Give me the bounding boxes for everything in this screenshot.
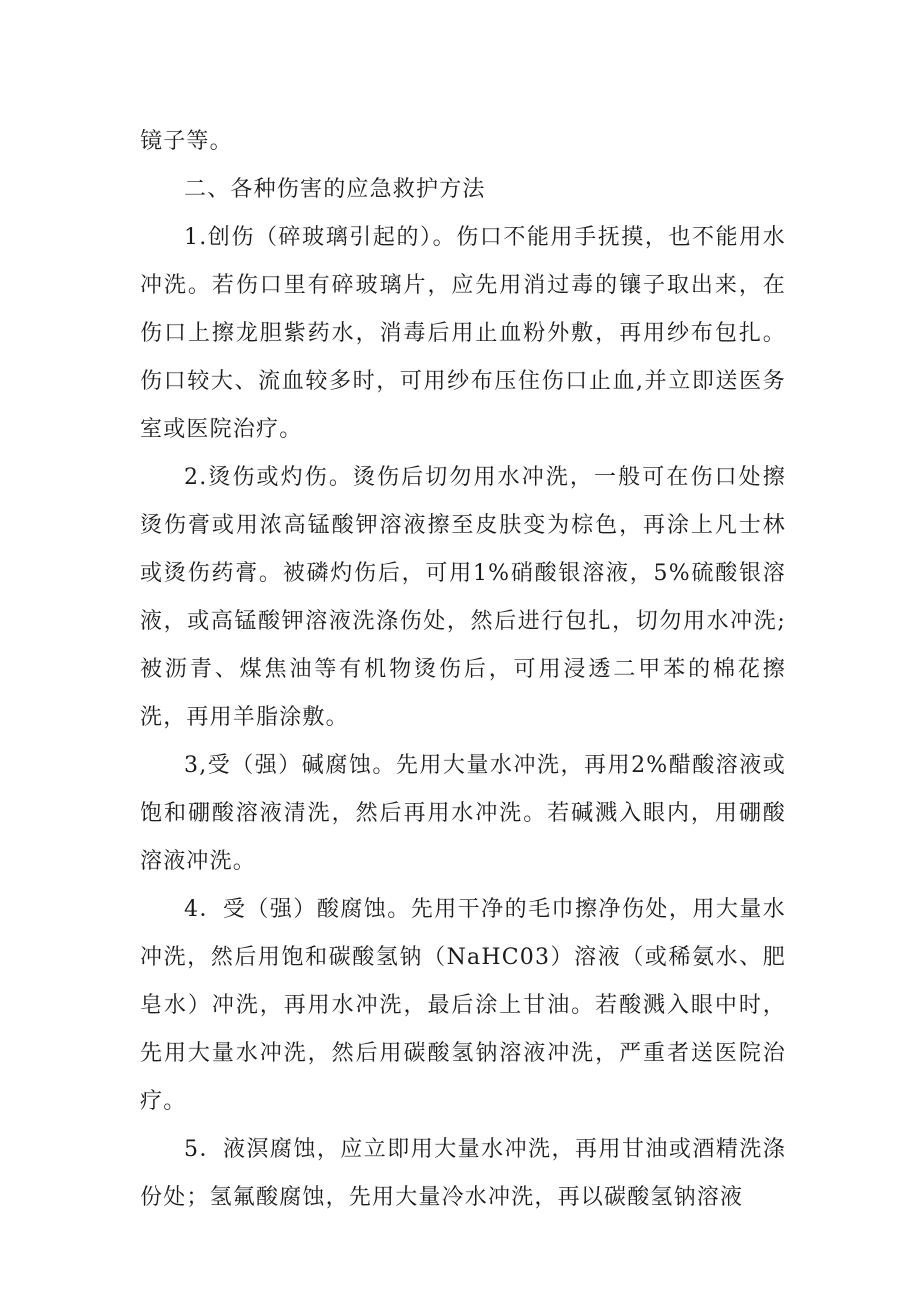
paragraph-continuation: 镜子等。 — [140, 129, 233, 154]
paragraph-wound: 1.创伤（碎玻璃引起的）。伤口不能用手抚摸，也不能用水冲洗。若伤口里有碎玻璃片，应先用消过毒的镶子取出来，在伤口上擦龙胆紫药水，消毒后用止血粉外敷，再用纱布包扎。伤口较大、流血较多时，可用纱布压住伤口止血,并立即送医务室或医院治疗。 — [140, 225, 786, 442]
paragraph-bromine: 5．液溟腐蚀，应立即用大量水冲洗，再用甘油或酒精洗涤份处；氢氟酸腐蚀，先用大量冷水冲洗，再以碳酸氢钠溶液 — [140, 1137, 786, 1210]
paragraph-alkali: 3,受（强）碱腐蚀。先用大量水冲洗，再用2%醋酸溶液或饱和硼酸溶液清洗，然后再用水冲洗。若碱溅入眼内，用硼酸溶液冲洗。 — [140, 753, 786, 874]
document-body — [140, 118, 786, 1222]
section-heading: 二、各种伤害的应急救护方法 — [184, 177, 486, 202]
paragraph-acid: 4．受（强）酸腐蚀。先用干净的毛巾擦净伤处，用大量水冲洗，然后用饱和碳酸氢钠（NaHC03）溶液（或稀氨水、肥皂水）冲洗，再用水冲洗，最后涂上甘油。若酸溅入眼中时，先用大量水冲洗，然后用碳酸氢钠溶液冲洗，严重者送医院治疗。 — [140, 897, 786, 1114]
paragraph-burn: 2.烫伤或灼伤。烫伤后切勿用水冲洗，一般可在伤口处擦烫伤膏或用浓高锰酸钾溶液擦至皮肤变为棕色，再涂上凡士林或烫伤药膏。被磷灼伤后，可用1%硝酸银溶液，5%硫酸银溶液，或高锰酸钾溶液洗涤伤处，然后进行包扎，切勿用水冲洗;被沥青、煤焦油等有机物烫伤后，可用浸透二甲苯的棉花擦洗，再用羊脂涂敷。 — [140, 465, 786, 730]
